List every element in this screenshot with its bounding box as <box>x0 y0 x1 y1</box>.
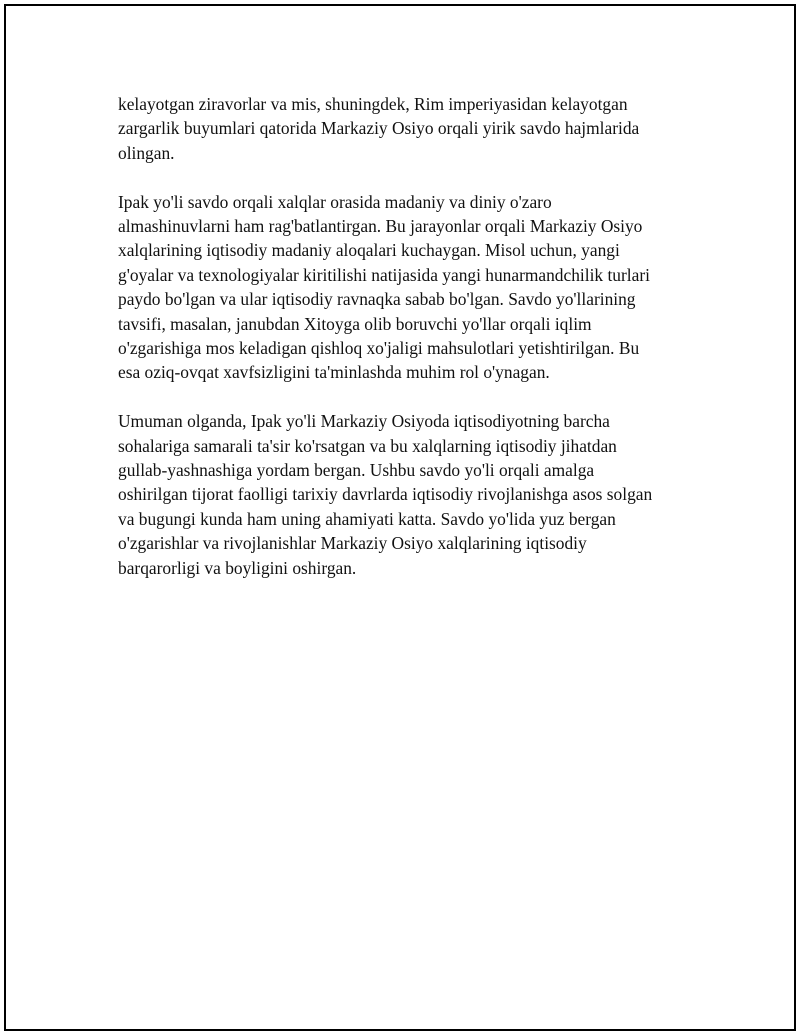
paragraph-1: kelayotgan ziravorlar va mis, shuningdek, Rim imperiyasidan kelayotgan zargarlik buyumlari qatorida Markaziy Osiyo orqali yirik savdo hajmlarida olingan. <box>118 94 640 163</box>
paragraph-2: Ipak yo'li savdo orqali xalqlar orasida madaniy va diniy o'zaro almashinuvlarni ham rag'batlantirgan. Bu jarayonlar orqali Markaziy Osiyo xalqlarining iqtisodiy madaniy aloqalari kuchaygan. Misol uchun, yangi g'oyalar va texnologiyalar kiritilishi natijasida yangi hunarmandchilik turlari paydo bo'lgan va ular iqtisodiy ravnaqka sabab bo'lgan. Savdo yo'llarining tavsifi, masalan, janubdan Xitoyga olib boruvchi yo'llar orqali iqlim o'zgarishiga mos keladigan qishloq xo'jaligi mahsulotlari yetishtirilgan. Bu esa oziq-ovqat xavfsizligini ta'minlashda muhim rol o'ynagan. <box>118 191 650 383</box>
paragraph-3: Umuman olganda, Ipak yo'li Markaziy Osiyoda iqtisodiyotning barcha sohalariga samarali ta'sir ko'rsatgan va bu xalqlarning iqtisodiy jihatdan gullab-yashnashiga yordam bergan. Ushbu savdo yo'li orqali amalga oshirilgan tijorat faolligi tarixiy davrlarda iqtisodiy rivojlanishga asos solgan va bugungi kunda ham uning ahamiyati katta. Savdo yo'lida yuz bergan o'zgarishlar va rivojlanishlar Markaziy Osiyo xalqlarining iqtisodiy barqarorligi va boyligini oshirgan. <box>118 411 653 578</box>
document-body <box>118 92 693 604</box>
